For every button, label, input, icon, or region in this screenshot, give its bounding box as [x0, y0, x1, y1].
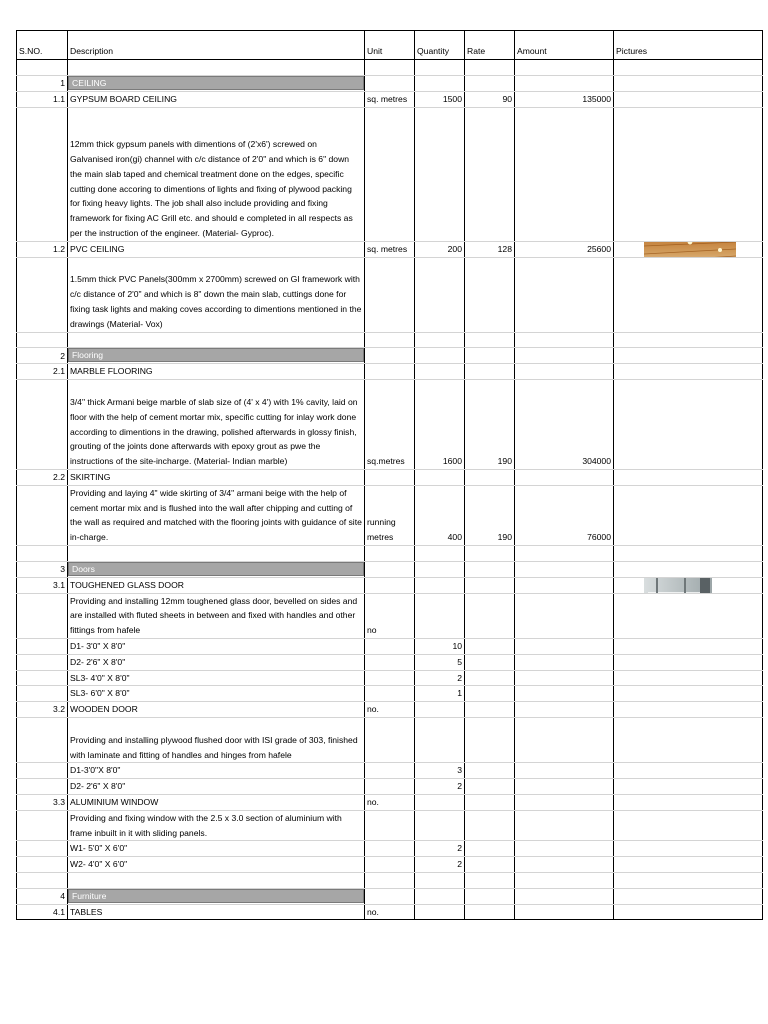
rate-cell — [465, 364, 515, 380]
amount-cell — [515, 577, 614, 593]
table-row — [17, 717, 763, 762]
quantity-cell — [415, 60, 465, 76]
quantity-cell — [415, 593, 465, 638]
unit-cell — [365, 654, 415, 670]
unit-cell — [365, 686, 415, 702]
unit-cell — [365, 545, 415, 561]
amount-cell — [515, 257, 614, 332]
amount-cell — [515, 545, 614, 561]
quantity-cell — [415, 717, 465, 762]
sno-cell: 2.2 — [17, 469, 68, 485]
pictures-cell — [614, 107, 763, 241]
pictures-cell — [614, 380, 763, 470]
description-cell — [68, 332, 365, 348]
pictures-cell — [614, 241, 763, 257]
unit-cell — [365, 779, 415, 795]
description-cell: Providing and installing 12mm toughened glass door, bevelled on sides and are installed with fluted sheets in between and fixed with handles and other fittings from hafele — [68, 593, 365, 638]
table-row — [17, 686, 763, 702]
unit-cell — [365, 577, 415, 593]
sno-cell: 3.1 — [17, 577, 68, 593]
unit-cell — [365, 888, 415, 904]
pictures-cell — [614, 670, 763, 686]
amount-cell — [515, 348, 614, 364]
description-cell — [68, 561, 365, 577]
section-row — [17, 348, 763, 364]
amount-cell — [515, 654, 614, 670]
description-cell: WOODEN DOOR — [68, 702, 365, 718]
unit-cell: no. — [365, 794, 415, 810]
quantity-cell — [415, 332, 465, 348]
sno-cell: 3.3 — [17, 794, 68, 810]
description-cell — [68, 60, 365, 76]
table-row — [17, 872, 763, 888]
sno-cell: 4 — [17, 888, 68, 904]
sno-cell — [17, 872, 68, 888]
sno-cell — [17, 654, 68, 670]
sno-cell: 2 — [17, 348, 68, 364]
unit-cell — [365, 469, 415, 485]
description-cell: ALUMINIUM WINDOW — [68, 794, 365, 810]
unit-cell: sq. metres — [365, 91, 415, 107]
pictures-cell — [614, 593, 763, 638]
unit-cell: running metres — [365, 485, 415, 545]
description-cell — [68, 872, 365, 888]
sno-cell — [17, 257, 68, 332]
table-row — [17, 638, 763, 654]
amount-cell — [515, 794, 614, 810]
boq-body — [17, 60, 763, 920]
description-cell — [68, 888, 365, 904]
pictures-cell — [614, 257, 763, 332]
sno-cell — [17, 857, 68, 873]
unit-cell: sq. metres — [365, 241, 415, 257]
rate-cell — [465, 577, 515, 593]
table-row — [17, 670, 763, 686]
rate-cell — [465, 469, 515, 485]
unit-cell: sq.metres — [365, 380, 415, 470]
quantity-cell — [415, 364, 465, 380]
amount-cell — [515, 670, 614, 686]
unit-cell — [365, 332, 415, 348]
rate-cell — [465, 717, 515, 762]
sno-cell: 4.1 — [17, 904, 68, 920]
unit-cell — [365, 75, 415, 91]
amount-cell — [515, 364, 614, 380]
section-row — [17, 888, 763, 904]
quantity-cell — [415, 888, 465, 904]
description-cell: GYPSUM BOARD CEILING — [68, 91, 365, 107]
quantity-cell: 2 — [415, 670, 465, 686]
pictures-cell — [614, 91, 763, 107]
header-sno: S.NO. — [17, 31, 68, 60]
amount-cell — [515, 107, 614, 241]
table-row — [17, 794, 763, 810]
unit-cell — [365, 763, 415, 779]
description-cell: Providing and laying 4" wide skirting of 3/4" armani beige with the help of cement mortar mix and is flushed into the wall after chipping and cutting of the wall as required and matched with the flooring joints with guidance of site in-charge. — [68, 485, 365, 545]
sno-cell — [17, 686, 68, 702]
table-row — [17, 380, 763, 470]
unit-cell — [365, 364, 415, 380]
table-row — [17, 577, 763, 593]
rate-cell: 190 — [465, 380, 515, 470]
quantity-cell: 1 — [415, 686, 465, 702]
description-cell: SL3- 6'0" X 8'0" — [68, 686, 365, 702]
amount-cell — [515, 857, 614, 873]
description-cell: Providing and installing plywood flushed door with ISI grade of 303, finished with laminate and fitting of handles and hinges from hafele — [68, 717, 365, 762]
description-cell: D2- 2'6" X 8'0" — [68, 654, 365, 670]
rate-cell: 190 — [465, 485, 515, 545]
description-cell: PVC CEILING — [68, 241, 365, 257]
unit-cell — [365, 810, 415, 841]
pictures-cell — [614, 75, 763, 91]
quantity-cell: 2 — [415, 841, 465, 857]
pictures-cell — [614, 888, 763, 904]
header-pictures: Pictures — [614, 31, 763, 60]
rate-cell — [465, 545, 515, 561]
amount-cell — [515, 702, 614, 718]
sno-cell — [17, 638, 68, 654]
quantity-cell: 1600 — [415, 380, 465, 470]
rate-cell — [465, 702, 515, 718]
description-cell: MARBLE FLOORING — [68, 364, 365, 380]
quantity-cell: 400 — [415, 485, 465, 545]
rate-cell: 128 — [465, 241, 515, 257]
boq-table — [16, 30, 763, 920]
header-quantity: Quantity — [415, 31, 465, 60]
rate-cell — [465, 593, 515, 638]
quantity-cell — [415, 257, 465, 332]
quantity-cell — [415, 904, 465, 920]
description-cell: D1- 3'0" X 8'0" — [68, 638, 365, 654]
unit-cell — [365, 872, 415, 888]
rate-cell — [465, 348, 515, 364]
amount-cell: 76000 — [515, 485, 614, 545]
pictures-cell — [614, 763, 763, 779]
pictures-cell — [614, 779, 763, 795]
section-row — [17, 75, 763, 91]
pictures-cell — [614, 872, 763, 888]
sno-cell — [17, 380, 68, 470]
table-row — [17, 779, 763, 795]
sno-cell — [17, 841, 68, 857]
rate-cell — [465, 107, 515, 241]
amount-cell — [515, 763, 614, 779]
rate-cell — [465, 638, 515, 654]
pictures-cell — [614, 60, 763, 76]
quantity-cell — [415, 794, 465, 810]
photo-glass-door — [644, 577, 712, 593]
section-heading: Furniture — [68, 889, 364, 903]
amount-cell — [515, 810, 614, 841]
pictures-cell — [614, 364, 763, 380]
header-unit: Unit — [365, 31, 415, 60]
quantity-cell — [415, 75, 465, 91]
table-row — [17, 107, 763, 241]
rate-cell — [465, 257, 515, 332]
pictures-cell — [614, 904, 763, 920]
pictures-cell — [614, 841, 763, 857]
pictures-cell — [614, 348, 763, 364]
pictures-cell — [614, 810, 763, 841]
pictures-cell — [614, 638, 763, 654]
unit-cell: no. — [365, 904, 415, 920]
description-cell: SKIRTING — [68, 469, 365, 485]
pictures-cell — [614, 686, 763, 702]
rate-cell — [465, 841, 515, 857]
pictures-cell — [614, 794, 763, 810]
amount-cell — [515, 60, 614, 76]
unit-cell — [365, 857, 415, 873]
amount-cell — [515, 561, 614, 577]
table-row — [17, 257, 763, 332]
description-cell: W1- 5'0" X 6'0" — [68, 841, 365, 857]
amount-cell — [515, 841, 614, 857]
quantity-cell: 2 — [415, 857, 465, 873]
section-heading: Flooring — [68, 348, 364, 362]
amount-cell: 135000 — [515, 91, 614, 107]
rate-cell — [465, 810, 515, 841]
unit-cell — [365, 638, 415, 654]
sno-cell: 1.2 — [17, 241, 68, 257]
sno-cell — [17, 593, 68, 638]
pictures-cell — [614, 717, 763, 762]
section-row — [17, 561, 763, 577]
quantity-cell — [415, 545, 465, 561]
header-row — [17, 31, 763, 60]
unit-cell — [365, 257, 415, 332]
rate-cell — [465, 654, 515, 670]
header-amount: Amount — [515, 31, 614, 60]
photo-pvc-ceiling — [644, 241, 736, 257]
sno-cell — [17, 60, 68, 76]
sno-cell: 1 — [17, 75, 68, 91]
quantity-cell — [415, 561, 465, 577]
quantity-cell — [415, 810, 465, 841]
table-row — [17, 702, 763, 718]
table-row — [17, 904, 763, 920]
quantity-cell: 5 — [415, 654, 465, 670]
rate-cell — [465, 904, 515, 920]
pictures-cell — [614, 702, 763, 718]
table-row — [17, 857, 763, 873]
unit-cell: no — [365, 593, 415, 638]
rate-cell — [465, 670, 515, 686]
rate-cell — [465, 60, 515, 76]
description-cell: 3/4" thick Armani beige marble of slab size of (4' x 4') with 1% cavity, laid on floor with the help of cement mortar mix, specific cutting for inlay work done according to dimentions in the drawing, polished afterwards in glossy finish, grouting of the joints done afterwards with epoxy grout as pwe the instructions of the site-incharge. (Material- Indian marble) — [68, 380, 365, 470]
unit-cell — [365, 717, 415, 762]
pictures-cell — [614, 654, 763, 670]
amount-cell — [515, 888, 614, 904]
sno-cell: 1.1 — [17, 91, 68, 107]
sno-cell — [17, 670, 68, 686]
description-cell — [68, 545, 365, 561]
sno-cell: 3 — [17, 561, 68, 577]
rate-cell — [465, 872, 515, 888]
description-cell: D1-3'0"X 8'0" — [68, 763, 365, 779]
table-row — [17, 593, 763, 638]
description-cell: Providing and fixing window with the 2.5 x 3.0 section of aluminium with frame inbuilt in it with sliding panels. — [68, 810, 365, 841]
quantity-cell: 1500 — [415, 91, 465, 107]
unit-cell — [365, 561, 415, 577]
header-rate: Rate — [465, 31, 515, 60]
description-cell: 1.5mm thick PVC Panels(300mm x 2700mm) screwed on GI framework with c/c distance of 2'0" and which is 8" down the main slab, cuttings done for fixing task lights and making coves according to dimentions mentioned in the drawings (Material- Vox) — [68, 257, 365, 332]
header-description: Description — [68, 31, 365, 60]
pictures-cell — [614, 857, 763, 873]
unit-cell: no. — [365, 702, 415, 718]
quantity-cell — [415, 872, 465, 888]
table-row — [17, 332, 763, 348]
sno-cell — [17, 717, 68, 762]
pictures-cell — [614, 332, 763, 348]
quantity-cell: 10 — [415, 638, 465, 654]
rate-cell — [465, 888, 515, 904]
quantity-cell — [415, 577, 465, 593]
rate-cell — [465, 75, 515, 91]
description-cell — [68, 348, 365, 364]
rate-cell — [465, 794, 515, 810]
quantity-cell — [415, 469, 465, 485]
table-row — [17, 841, 763, 857]
amount-cell — [515, 593, 614, 638]
pictures-cell — [614, 577, 763, 593]
amount-cell — [515, 779, 614, 795]
amount-cell — [515, 686, 614, 702]
table-row — [17, 469, 763, 485]
sno-cell: 2.1 — [17, 364, 68, 380]
quantity-cell: 200 — [415, 241, 465, 257]
table-row — [17, 810, 763, 841]
rate-cell — [465, 763, 515, 779]
amount-cell — [515, 904, 614, 920]
quantity-cell — [415, 348, 465, 364]
unit-cell — [365, 60, 415, 76]
pictures-cell — [614, 469, 763, 485]
rate-cell — [465, 332, 515, 348]
quantity-cell — [415, 107, 465, 241]
boq-sheet — [16, 30, 762, 920]
unit-cell — [365, 841, 415, 857]
amount-cell — [515, 638, 614, 654]
amount-cell — [515, 717, 614, 762]
table-row — [17, 763, 763, 779]
description-cell — [68, 75, 365, 91]
unit-cell — [365, 107, 415, 241]
sno-cell — [17, 107, 68, 241]
description-cell: W2- 4'0" X 6'0" — [68, 857, 365, 873]
amount-cell — [515, 872, 614, 888]
quantity-cell: 2 — [415, 779, 465, 795]
rate-cell: 90 — [465, 91, 515, 107]
sno-cell — [17, 763, 68, 779]
table-row — [17, 485, 763, 545]
rate-cell — [465, 561, 515, 577]
amount-cell — [515, 75, 614, 91]
pictures-cell — [614, 561, 763, 577]
unit-cell — [365, 348, 415, 364]
description-cell: D2- 2'6" X 8'0" — [68, 779, 365, 795]
description-cell: TOUGHENED GLASS DOOR — [68, 577, 365, 593]
amount-cell: 304000 — [515, 380, 614, 470]
table-row — [17, 545, 763, 561]
unit-cell — [365, 670, 415, 686]
sno-cell — [17, 779, 68, 795]
description-cell: TABLES — [68, 904, 365, 920]
description-cell: SL3- 4'0" X 8'0" — [68, 670, 365, 686]
table-row — [17, 241, 763, 257]
pictures-cell — [614, 545, 763, 561]
rate-cell — [465, 857, 515, 873]
amount-cell: 25600 — [515, 241, 614, 257]
quantity-cell: 3 — [415, 763, 465, 779]
table-row — [17, 91, 763, 107]
sno-cell — [17, 810, 68, 841]
pictures-cell — [614, 485, 763, 545]
table-row — [17, 60, 763, 76]
section-heading: CEILING — [68, 76, 364, 90]
table-row — [17, 654, 763, 670]
quantity-cell — [415, 702, 465, 718]
section-heading: Doors — [68, 562, 364, 576]
sno-cell: 3.2 — [17, 702, 68, 718]
sno-cell — [17, 485, 68, 545]
sno-cell — [17, 545, 68, 561]
amount-cell — [515, 469, 614, 485]
description-cell: 12mm thick gypsum panels with dimentions of (2'x6') screwed on Galvanised iron(gi) channel with c/c distance of 2'0" and which is 6" down the main slab taped and chemical treatment done on the edges, specific cutting done accoring to dimentions of lights and fixing of plywood packing for fixing heavy lights. The job shall also include providing and fixing framework for fixing AC Grill etc. and should e completed in all respects as per the instruction of the engineer. (Material- Gyproc). — [68, 107, 365, 241]
amount-cell — [515, 332, 614, 348]
rate-cell — [465, 779, 515, 795]
sno-cell — [17, 332, 68, 348]
rate-cell — [465, 686, 515, 702]
table-row — [17, 364, 763, 380]
